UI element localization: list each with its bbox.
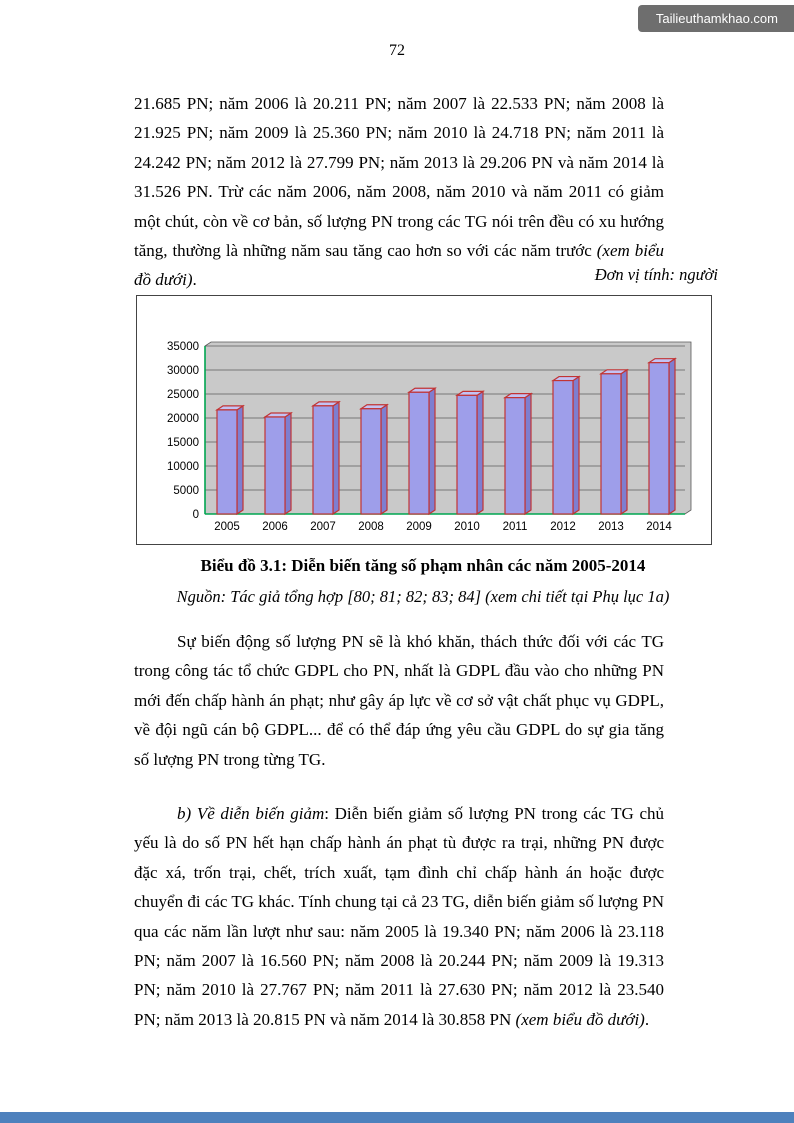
paragraph-decrease-stats	[134, 799, 664, 1034]
svg-text:2014: 2014	[646, 521, 672, 533]
paragraph-period: .	[644, 1009, 650, 1029]
see-chart-note: (xem biểu đồ dưới)	[515, 1009, 645, 1029]
svg-text:2011: 2011	[502, 521, 528, 533]
chart-canvas	[137, 296, 709, 542]
paragraph-increase-stats	[134, 89, 664, 295]
footer-bar	[0, 1112, 794, 1123]
svg-text:20000: 20000	[167, 413, 199, 425]
see-chart-note: (xem biểu đồ dưới)	[134, 241, 664, 290]
svg-text:0: 0	[192, 509, 199, 521]
bar-chart	[136, 295, 712, 545]
svg-text:2006: 2006	[262, 521, 288, 533]
svg-text:25000: 25000	[167, 389, 199, 401]
page-number: 72	[389, 42, 405, 59]
chart-caption: Biểu đồ 3.1: Diễn biến tăng số phạm nhân các năm 2005-2014	[200, 556, 646, 575]
svg-text:2008: 2008	[358, 521, 384, 533]
svg-text:30000: 30000	[167, 365, 199, 377]
paragraph-lead-italic: b) Về diễn biến giảm	[177, 804, 325, 823]
svg-text:15000: 15000	[167, 437, 199, 449]
watermark-link[interactable]: Tailieuthamkhao.com	[638, 5, 794, 32]
svg-text:10000: 10000	[167, 461, 199, 473]
svg-text:35000: 35000	[167, 341, 199, 353]
paragraph-text: : Diễn biến giảm số lượng PN trong các TG chủ yếu là do số PN hết hạn chấp hành án phạt tù được ra trại, những PN được đặc xá, trốn trại, chết, trích xuất, tạm đình chỉ chấp hành án hoặc được chuyển đi các TG khác. Tính chung tại cả 23 TG, diễn biến giảm số lượng PN qua các năm lần lượt như sau: năm 2005 là 19.340 PN; năm 2006 là 23.118 PN; năm 2007 là 16.560 PN; năm 2008 là 20.244 PN; năm 2009 là 19.313 PN; năm 2010 là 27.767 PN; năm 2011 là 27.630 PN; năm 2012 là 23.540 PN; năm 2013 là 20.815 PN và năm 2014 là 30.858 PN	[134, 804, 664, 1029]
svg-text:2007: 2007	[310, 521, 336, 533]
svg-text:5000: 5000	[173, 485, 199, 497]
svg-text:2005: 2005	[214, 521, 240, 533]
svg-text:2013: 2013	[598, 521, 624, 533]
svg-text:2012: 2012	[550, 521, 576, 533]
svg-text:2009: 2009	[406, 521, 432, 533]
chart-source: Nguồn: Tác giả tổng hợp [80; 81; 82; 83; 84] (xem chi tiết tại Phụ lục 1a)	[176, 587, 670, 606]
paragraph-period: .	[192, 270, 197, 290]
chart-unit-note: Đơn vị tính: người	[594, 265, 718, 284]
svg-text:2010: 2010	[454, 521, 480, 533]
paragraph-text: 21.685 PN; năm 2006 là 20.211 PN; năm 2007 là 22.533 PN; năm 2008 là 21.925 PN; năm 2009 là 25.360 PN; năm 2010 là 24.718 PN; năm 2011 là 24.242 PN; năm 2012 là 27.799 PN; năm 2013 là 29.206 PN và năm 2014 là 31.526 PN. Trừ các năm 2006, năm 2008, năm 2010 và năm 2011 có giảm một chút, còn về cơ bản, số lượng PN trong các TG nói trên đều có xu hướng tăng, thường là những năm sau tăng cao hơn so với các năm trước	[134, 94, 664, 261]
paragraph-impact: Sự biến động số lượng PN sẽ là khó khăn, thách thức đối với các TG trong công tác tổ chức GDPL cho PN, nhất là GDPL đầu vào cho những PN mới đến chấp hành án phạt; như gây áp lực về cơ sở vật chất phục vụ GDPL, về đội ngũ cán bộ GDPL... để có thể đáp ứng yêu cầu GDPL do sự gia tăng số lượng PN trong từng TG.	[134, 632, 664, 769]
